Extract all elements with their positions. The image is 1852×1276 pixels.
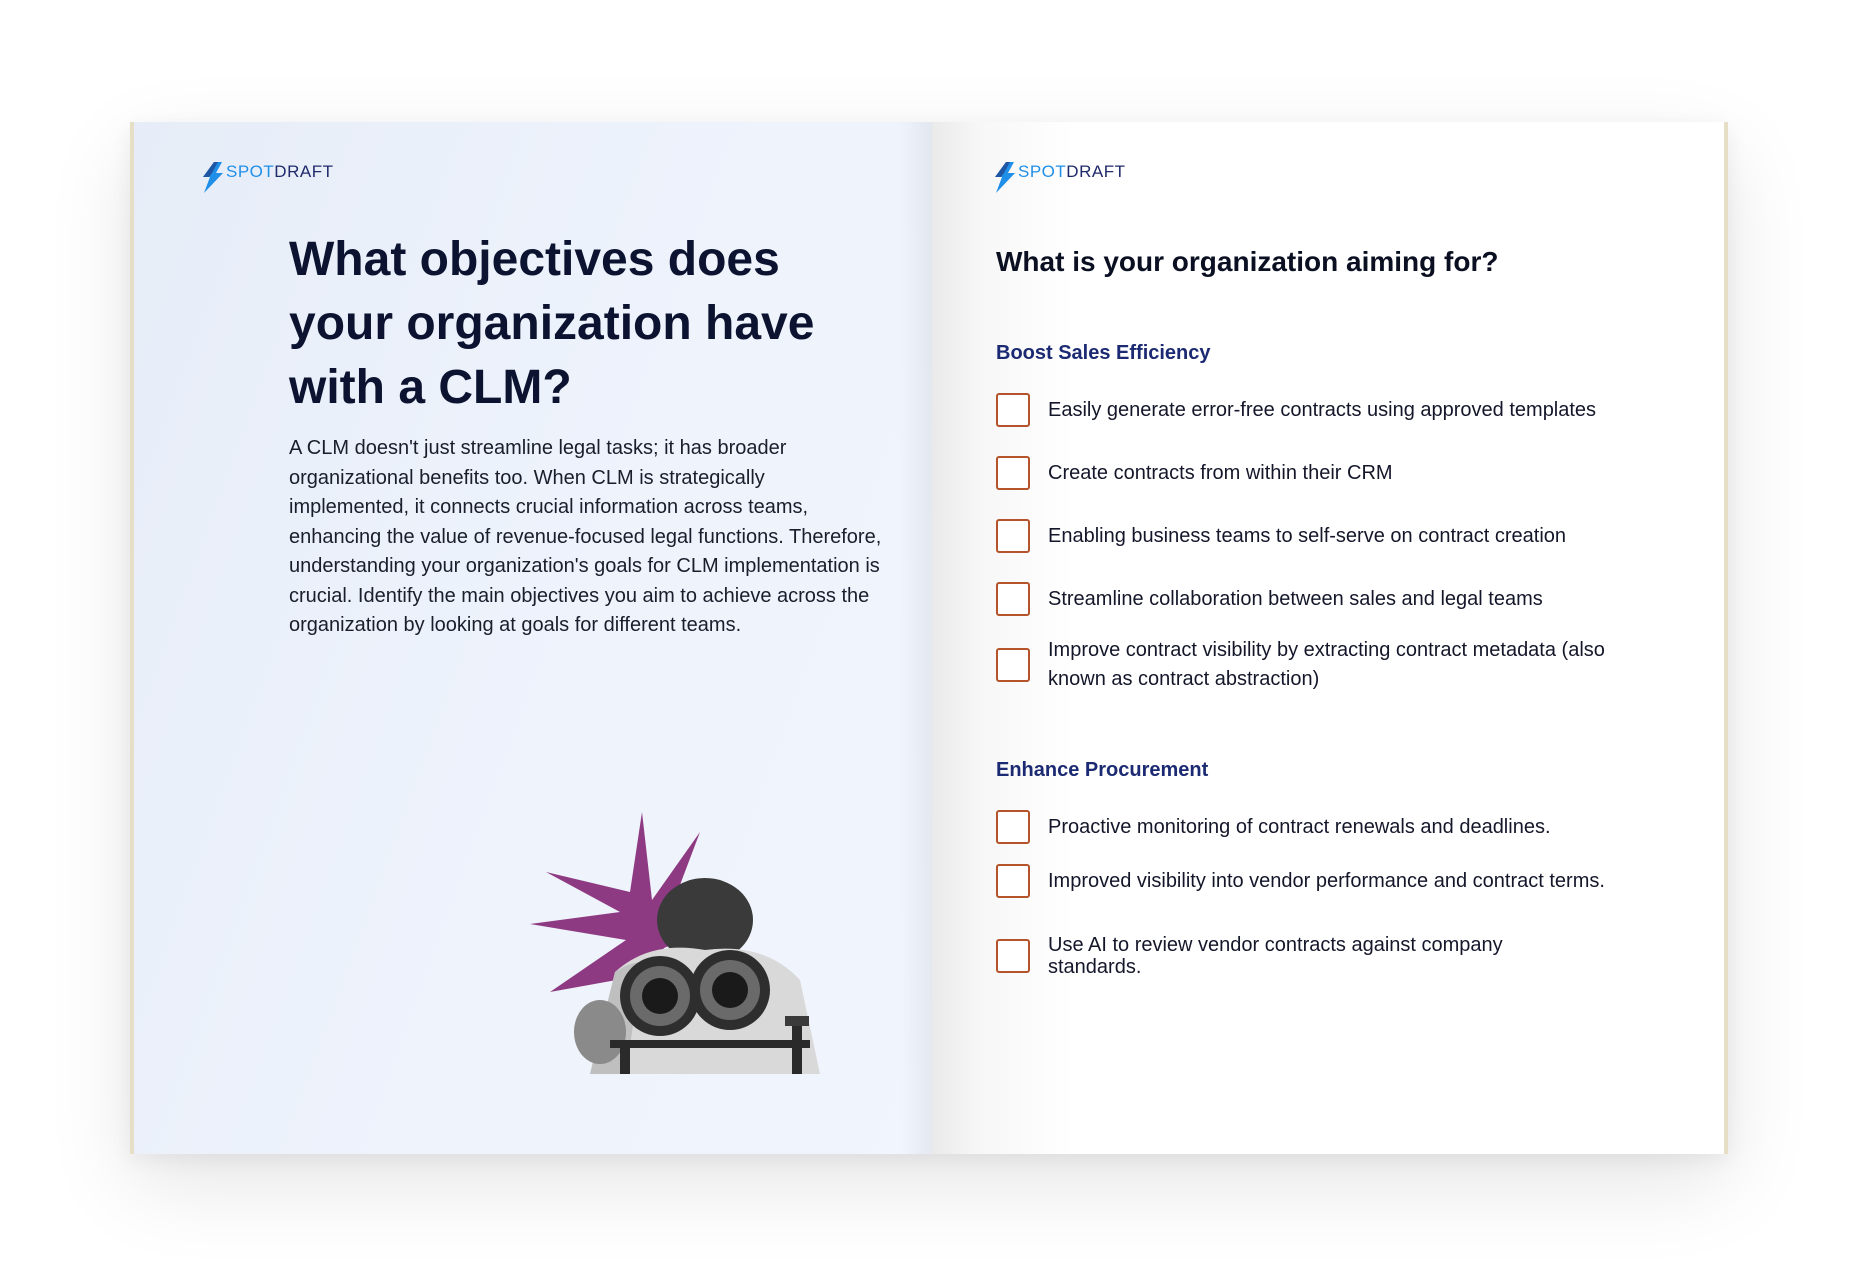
checklist-item[interactable] — [996, 810, 1668, 844]
checkbox[interactable] — [996, 648, 1030, 682]
section-heading-sales: Boost Sales Efficiency — [996, 342, 1211, 364]
right-page — [932, 122, 1728, 1154]
checkbox[interactable] — [996, 519, 1030, 553]
intro-paragraph: A CLM doesn't just streamline legal tasks; it has broader organizational benefits too. When CLM is strategically implemented, it connects crucial information across teams, enhancing the value of revenue-focused legal functions. Therefore, understanding your organization's goals for CLM implementation is crucial. Identify the main objectives you aim to achieve across the organization by looking at goals for different teams. — [289, 437, 882, 636]
checklist-item-label: Improved visibility into vendor performance and contract terms. — [1048, 870, 1605, 892]
checklist-item-label: Improve contract visibility by extracting contract metadata (also known as contract abstraction) — [1048, 639, 1605, 690]
checklist-item[interactable] — [996, 456, 1668, 490]
checkbox[interactable] — [996, 393, 1030, 427]
checklist-item-label: Easily generate error-free contracts using approved templates — [1048, 399, 1597, 421]
checklist-item[interactable] — [996, 934, 1568, 978]
brand-name: SPOTDRAFT — [1018, 162, 1126, 181]
checklist-title: What is your organization aiming for? — [996, 246, 1499, 277]
checklist-item-label: Create contracts from within their CRM — [1048, 462, 1393, 484]
checklist-item[interactable] — [996, 864, 1608, 898]
checkbox[interactable] — [996, 864, 1030, 898]
checkbox[interactable] — [996, 456, 1030, 490]
checklist-item-label: Use AI to review vendor contracts against company standards. — [1048, 934, 1503, 978]
left-page — [130, 122, 936, 1154]
checklist-item-label: Enabling business teams to self-serve on contract creation — [1048, 525, 1567, 547]
lightning-bolt-icon — [200, 160, 224, 194]
binoculars-illustration — [530, 812, 870, 1074]
checklist-item[interactable] — [996, 519, 1668, 553]
lightning-bolt-icon — [992, 160, 1016, 194]
checklist-item[interactable] — [996, 582, 1668, 616]
section-heading-procurement: Enhance Procurement — [996, 759, 1209, 781]
checkbox[interactable] — [996, 939, 1030, 973]
book-spread — [130, 122, 1728, 1154]
brand-logo-right — [992, 160, 1125, 194]
page-title: What objectives does your organization have with a CLM? — [289, 233, 815, 414]
checkbox[interactable] — [996, 810, 1030, 844]
checklist-item[interactable] — [996, 393, 1668, 427]
checklist-item-label: Streamline collaboration between sales and legal teams — [1048, 588, 1543, 610]
brand-name: SPOTDRAFT — [226, 162, 334, 181]
checkbox[interactable] — [996, 582, 1030, 616]
brand-logo — [200, 160, 333, 194]
checklist-item[interactable] — [996, 636, 1608, 694]
checklist-item-label: Proactive monitoring of contract renewals and deadlines. — [1048, 816, 1551, 838]
